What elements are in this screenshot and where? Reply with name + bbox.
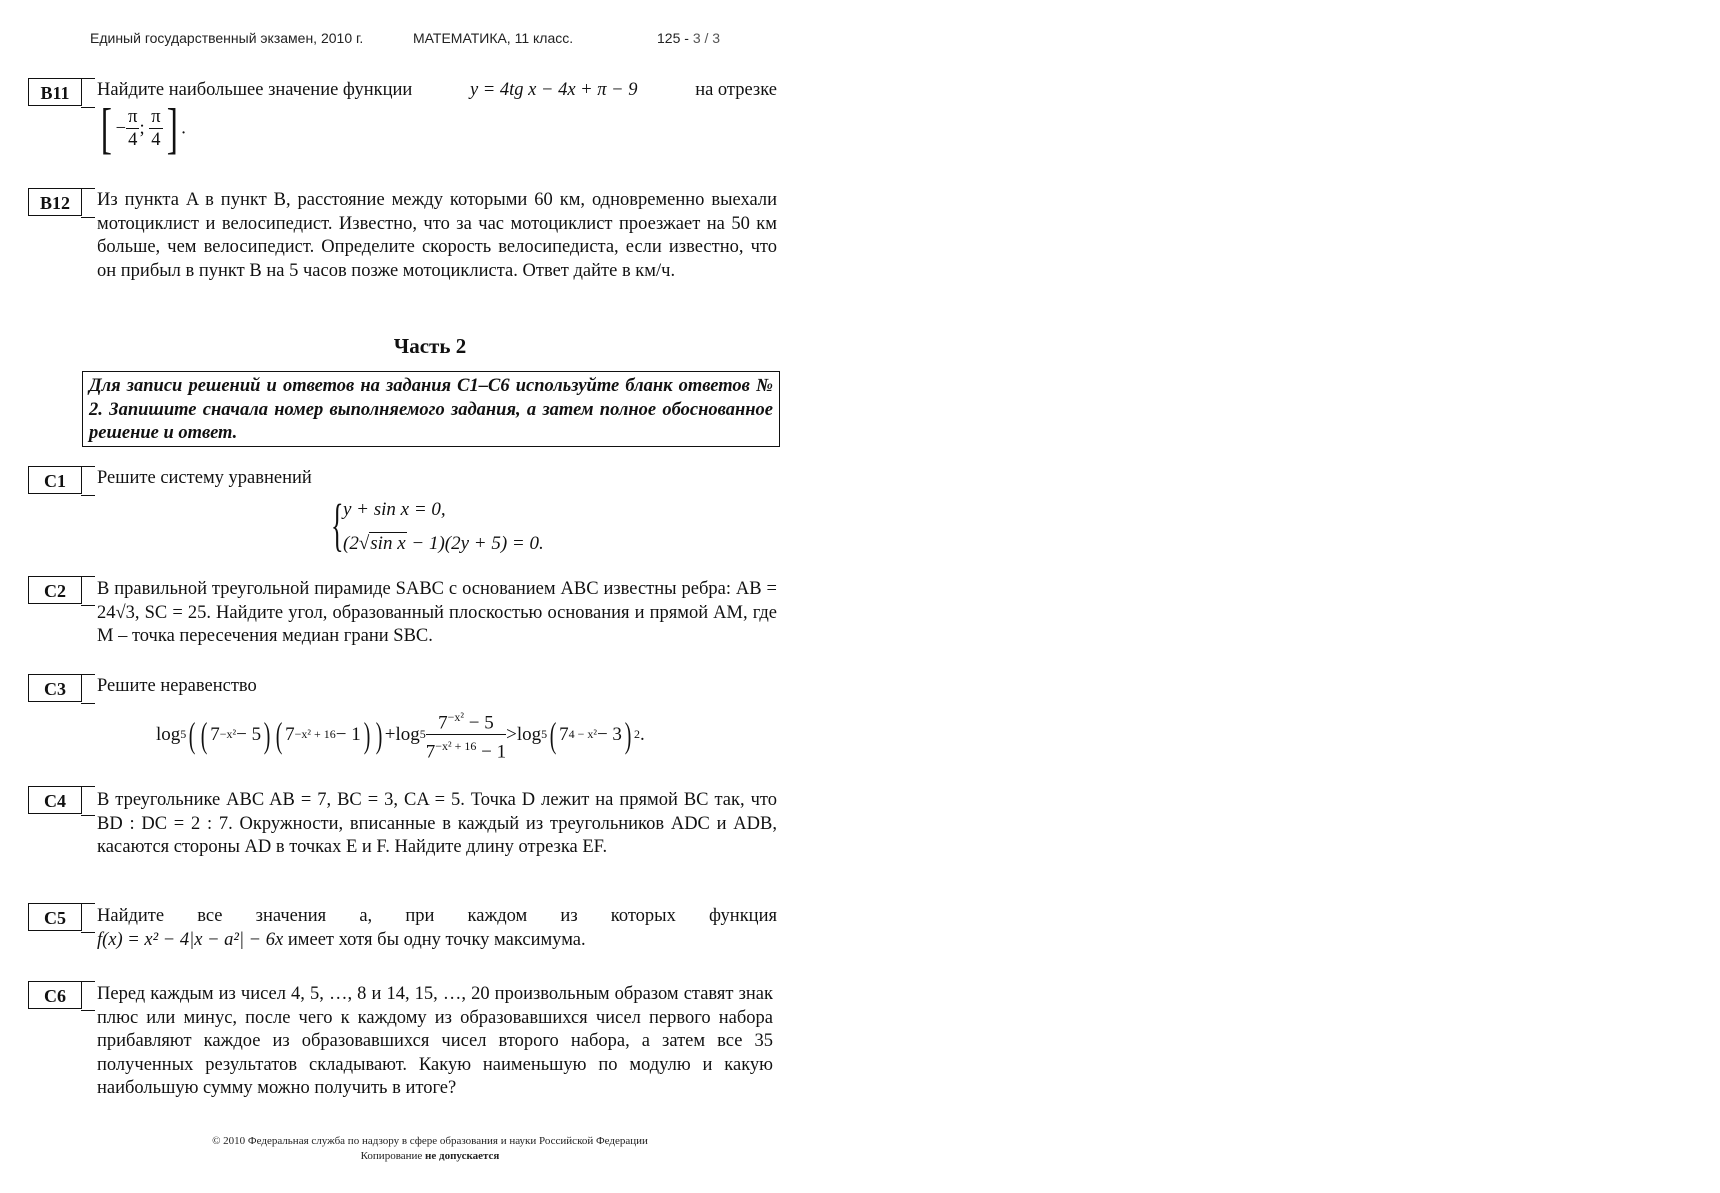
task-c1-text: Решите систему уравнений xyxy=(97,468,312,488)
task-label-b12: B12 xyxy=(28,188,82,216)
page-code: 125 - xyxy=(657,30,689,46)
header-exam: Единый государственный экзамен, 2010 г. xyxy=(90,30,364,46)
b11-text-b: на отрезке xyxy=(695,80,777,100)
c1-eq1: y + sin x = 0, xyxy=(343,499,446,520)
task-label-c1: C1 xyxy=(28,466,82,494)
task-c3-text: Решите неравенство xyxy=(97,676,257,696)
task-c4: В треугольнике ABC AB = 7, BC = 3, CA = 5. Точка D лежит на прямой BC так, что BD : DC = 2 : 7. Окружности, вписанные в каждый из треугольников ADC и ADB, касаются стороны AD в точках E и F. Найдите длину отрезка EF. xyxy=(97,790,777,857)
footer-copyright: © 2010 Федеральная служба по надзору в сфере образования и науки Российской Федерации xyxy=(212,1135,648,1147)
task-c2: В правильной треугольной пирамиде SABC с основанием ABC известны ребра: AB = 24√3, SC = 25. Найдите угол, образованный плоскостью основания и прямой AM, где M – точка пересечения медиан грани SBC. xyxy=(97,579,777,646)
instruction-box: Для записи решений и ответов на задания С1–С6 используйте бланк ответов № 2. Запишите сначала номер выполняемого задания, а затем полное обоснованное решение и ответ. xyxy=(82,371,780,447)
c5-text-a: Найдите все значения a, при каждом из которых функция xyxy=(97,906,777,926)
header-page xyxy=(657,30,720,46)
task-b11 xyxy=(97,79,777,160)
page-number: 3 / 3 xyxy=(692,30,721,46)
footer xyxy=(0,1134,860,1164)
system-brace: { xyxy=(331,492,344,557)
c3-inequality: log 5 ( ( 7 −x² − 5 ) ( 7 −x² + 16 − 1 ) ) + log 5 $\frac{7^{-x^2} - 5}{7^{-x^2 + 16} - 1}$ > log 5 ( 7 4 − x² − 3 ) 2 . xyxy=(156,706,645,764)
task-label-c5: C5 xyxy=(28,903,82,931)
b11-formula: y = 4tg x − 4x + π − 9 xyxy=(469,80,638,100)
task-label-b11: B11 xyxy=(28,78,82,106)
b11-interval: [ − $\frac{\pi}{4}$ ; $\frac{\pi}{4}$ ] . xyxy=(100,97,186,160)
task-c6: Перед каждым из чисел 4, 5, …, 8 и 14, 15, …, 20 произвольным образом ставят знак плюс или минус, после чего к каждому из образовавшихся чисел первого набора прибавляют каждое из образовавшихся чисел второго набора, а затем все 35 полученных результатов складывают. Какую наименьшую по модулю и какую наибольшую сумму можно получить в итоге? xyxy=(97,984,773,1098)
part-title: Часть 2 xyxy=(393,334,467,358)
task-label-c3: C3 xyxy=(28,674,82,702)
task-c5 xyxy=(97,905,777,952)
c5-text-b: имеет хотя бы одну точку максимума. xyxy=(287,929,586,950)
header-subject: МАТЕМАТИКА, 11 класс. xyxy=(413,30,574,46)
task-b12: Из пункта A в пункт B, расстояние между которыми 60 км, одновременно выехали мотоциклист и велосипедист. Известно, что за час мотоциклист проезжает на 50 км больше, чем велосипедист. Определите скорость велосипедиста, если известно, что он прибыл в пункт B на 5 часов позже мотоциклиста. Ответ дайте в км/ч. xyxy=(97,190,777,281)
footer-copy-note: Копирование не допускается xyxy=(360,1150,500,1162)
task-label-c6: C6 xyxy=(28,981,82,1009)
c1-system: { y + sin x = 0, (2√sin x − 1)(2y + 5) = 0. xyxy=(331,492,544,557)
task-label-c4: C4 xyxy=(28,786,82,814)
task-label-c2: C2 xyxy=(28,576,82,604)
c5-formula: f(x) = x² − 4|x − a²| − 6x xyxy=(97,929,284,950)
b11-text-a: Найдите наибольшее значение функции xyxy=(97,80,413,100)
